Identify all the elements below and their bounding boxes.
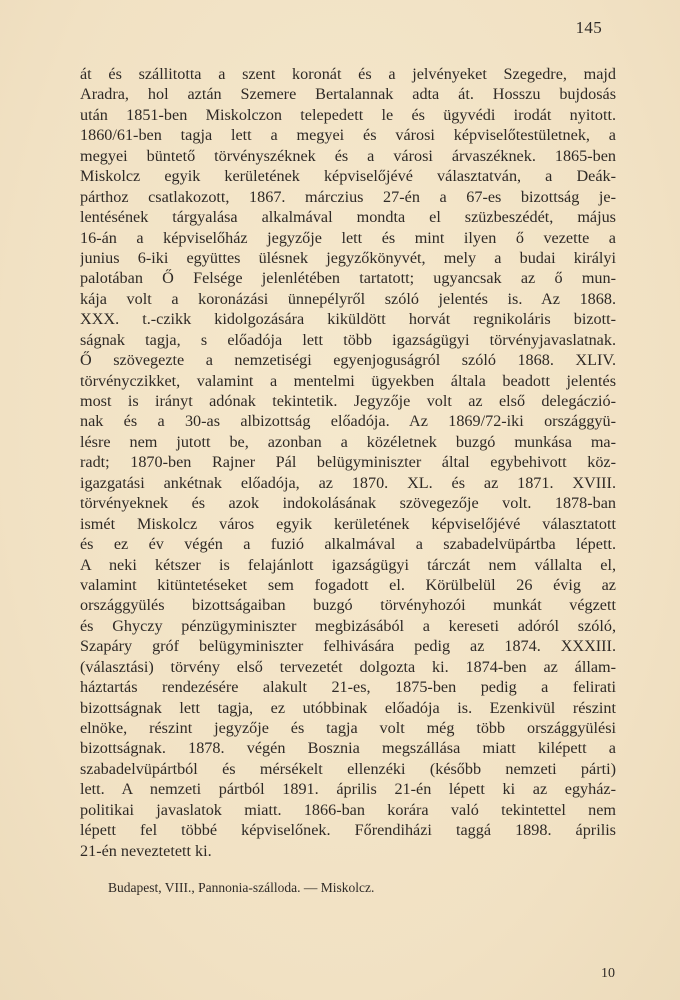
text-line: valamint kitüntetéseket sem fogadott el. Körülbelül 26 évig az [80, 575, 616, 594]
text-line: politikai javaslatok miatt. 1866-ban korára való tekintettel nem [80, 800, 616, 819]
text-line: párthoz csatlakozott, 1867. márczius 27-én a 67-es bizottság je- [80, 187, 616, 206]
text-line: lépett fel többé képviselőnek. Főrendiházi taggá 1898. április [80, 821, 616, 840]
text-line: országgyülés bizottságaiban buzgó törvényhozói munkát végzett [80, 596, 616, 615]
text-line: után 1851-ben Miskolczon telepedett le és ügyvédi irodát nyitott. [80, 105, 616, 124]
text-line: radt; 1870-ben Rajner Pál belügyminiszter által egybehivott köz- [80, 453, 616, 472]
text-line: szabadelvüpártból és mérsékelt ellenzéki (később nemzeti párti) [80, 759, 616, 778]
text-line: 16-án a képviselőház jegyzője lett és mint ilyen ő vezette a [80, 228, 616, 247]
text-line: Szapáry gróf belügyminiszter felhivására pedig az 1874. XXXIII. [80, 637, 616, 656]
text-line: XXX. t.-czikk kidolgozására kiküldött horvát regnikoláris bizott- [80, 310, 616, 329]
text-line: most is irányt adónak tekintetik. Jegyzője volt az első delegáczió- [80, 392, 616, 410]
text-line: lett. A nemzeti pártból 1891. április 21-én lépett ki az egyház- [80, 780, 616, 799]
text-line: ismét Miskolcz város egyik kerületének képviselőjévé választatott [80, 514, 616, 533]
text-line: bizottságnak lett tagja, ez utóbbinak előadója is. Ezenkivül részint [80, 698, 616, 717]
text-line: (választási) törvény első tervezetét dolgozta ki. 1874-ben az állam- [80, 657, 616, 676]
body-paragraph [80, 64, 616, 861]
text-line: Miskolcz egyik kerületének képviselőjévé választatván, a Deák- [80, 167, 616, 186]
text-line: lentésének tárgyalása alkalmával mondta el szüzbeszédét, május [80, 208, 616, 227]
text-line: és Ghyczy pénzügyminiszter megbizásából a kereseti adóról szóló, [80, 616, 616, 635]
text-line: törvényczikket, valamint a mentelmi ügyekben általa beadott jelentés [80, 371, 616, 390]
text-line: Aradra, hol aztán Szemere Bertalannak adta át. Hosszu bujdosás [80, 85, 616, 104]
text-line: törvényeknek és azok indokolásának szövegezője volt. 1878-ban [80, 494, 616, 513]
text-line: nak és a 30-as albizottság előadója. Az 1869/72-iki országgyü- [80, 412, 616, 431]
text-line: palotában Ő Felsége jelenlétében tartatott; ugyancsak az ő mun- [80, 269, 616, 288]
page-number: 145 [575, 18, 602, 37]
text-line: elnöke, részint jegyzője és tagja volt még több országgyülési [80, 719, 616, 737]
text-line: és ez év végén a fuzió alkalmával a szabadelvüpártba lépett. [80, 535, 616, 554]
text-line: igazgatási ankétnak előadója, az 1870. XL. és az 1871. XVIII. [80, 473, 616, 492]
text-line: lésre nem jutott be, azonban a közéletnek buzgó munkása ma- [80, 432, 616, 451]
text-line: 21-én neveztetett ki. [80, 841, 212, 860]
text-line: át és szállitotta a szent koronát és a jelvényeket Szegedre, majd [80, 65, 616, 83]
text-line: Ő szövegezte a nemzetiségi egyenjoguságról szóló 1868. XLIV. [80, 351, 616, 370]
text-line: ságnak tagja, s előadója lett több igazságügyi törvényjavaslatnak. [80, 330, 616, 349]
text-line: A neki kétszer is felajánlott igazságügyi tárczát nem vállalta el, [80, 555, 616, 574]
text-line: háztartás rendezésére alakult 21-es, 1875-ben pedig a felirati [80, 678, 616, 697]
text-line: junius 6-iki együttes ülésnek jegyzőkönyvét, mely a budai királyi [80, 248, 616, 267]
signature-mark: 10 [601, 966, 615, 981]
text-line: 1860/61-ben tagja lett a megyei és városi képviselőtestületnek, a [80, 126, 616, 145]
text-line: bizottságnak. 1878. végén Bosznia megszállása miatt kilépett a [80, 739, 616, 758]
text-line: kája volt a koronázási ünnepélyről szóló jelentés is. Az 1868. [80, 289, 616, 308]
address-line: Budapest, VIII., Pannonia-szálloda. — Miskolcz. [108, 880, 375, 895]
text-line: megyei büntető törvényszéknek és a városi árvaszéknek. 1865-ben [80, 146, 616, 165]
